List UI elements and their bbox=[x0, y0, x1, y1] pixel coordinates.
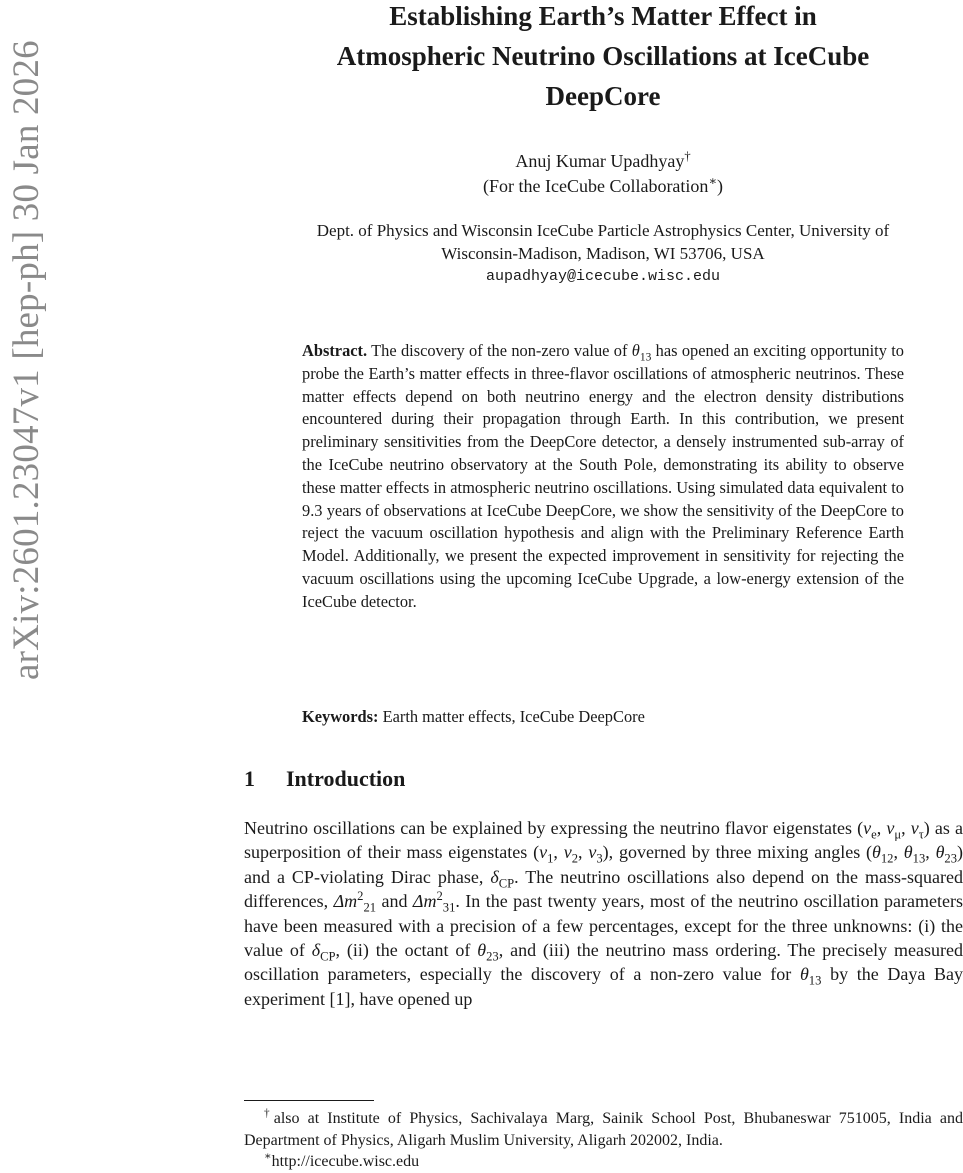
theta-symbol: θ bbox=[631, 341, 640, 360]
delta-symbol: δ bbox=[311, 940, 321, 961]
section-number: 1 bbox=[244, 766, 255, 791]
theta-symbol: θ bbox=[903, 842, 913, 863]
abstract-text: The discovery of the non-zero value of bbox=[371, 341, 628, 360]
title-line: Establishing Earth’s Matter Effect in bbox=[389, 1, 817, 31]
author-email[interactable]: aupadhyay@icecube.wisc.edu bbox=[485, 268, 721, 285]
collaboration-line bbox=[245, 174, 961, 199]
nu-sub: μ bbox=[894, 827, 902, 842]
nu-symbol: ν bbox=[588, 842, 597, 863]
theta-subscript: 13 bbox=[639, 351, 652, 364]
dm-sub: 21 bbox=[363, 900, 377, 915]
theta-sub: 13 bbox=[808, 974, 822, 989]
intro-text: . In the past twenty years, most of the neutrino oscillation parameters have been measured with a precision of a few percentages, except for the three unknowns: (i) the value of bbox=[244, 891, 963, 961]
intro-text: by the Daya Bay experiment [1], have opened up bbox=[244, 964, 963, 1009]
arxiv-identifier-stamp: arXiv:2601.23047v1 [hep-ph] 30 Jan 2026 bbox=[6, 40, 47, 680]
author-block bbox=[245, 149, 961, 199]
nu-sub: 3 bbox=[596, 852, 603, 866]
introduction-paragraph: Neutrino oscillations can be explained by expressing the neutrino flavor eigenstates ($\nu_e$, $\nu_\mu$, $\nu_\tau$) as a superposition of their mass eigenstates ($\nu_1$, $\nu_2$, $\nu_3$), governed by three mixing angles ($\theta_{12}$, $\theta_{13}$, $\theta_{23}$) and a CP-violating Dirac phase, $\delta_{CP}$. The neutrino oscillations also depend on the mass-squared differences, $\Delta m^2_{21}$ and $\Delta m^2_{31}$. In the past twenty years, most of the neutrino oscillation parameters have been measured with a precision of a few percentages, except for the three unknowns: (i) the value of $\delta_{CP}$, (ii) the octant of $\theta_{23}$, and (iii) the neutrino mass ordering. The precisely measured oscillation parameters, especially the discovery of a non-zero value for $\theta_{13}$ by the Daya Bay experiment [1], have opened up bbox=[244, 818, 963, 1009]
nu-symbol: ν bbox=[563, 842, 572, 863]
theta-sub: 23 bbox=[944, 852, 957, 866]
nu-symbol: ν bbox=[910, 818, 919, 838]
footnote-divider bbox=[244, 1100, 374, 1101]
intro-text: ) as a superposition of their mass eigenstates ( bbox=[244, 818, 963, 863]
delta-symbol: δ bbox=[490, 866, 499, 887]
nu-symbol: ν bbox=[863, 818, 872, 838]
affiliation-block bbox=[245, 219, 961, 288]
theta-sub: 12 bbox=[880, 852, 894, 866]
footnote-mark: † bbox=[264, 1107, 274, 1120]
author-footnote-mark: † bbox=[684, 149, 691, 163]
section-title: Introduction bbox=[286, 766, 406, 791]
affiliation-line: Wisconsin-Madison, Madison, WI 53706, USA bbox=[441, 244, 765, 263]
delta-sub: CP bbox=[320, 949, 336, 964]
author-name-line bbox=[245, 149, 961, 174]
section-heading bbox=[244, 764, 405, 794]
dm-symbol: Δm bbox=[412, 891, 437, 912]
abstract bbox=[302, 340, 904, 614]
footnotes bbox=[244, 1108, 963, 1173]
collab-close: ) bbox=[717, 176, 723, 196]
intro-text: ), governed by three mixing angles ( bbox=[602, 842, 873, 863]
nu-sub: 2 bbox=[571, 852, 579, 866]
nu-symbol: ν bbox=[539, 842, 548, 863]
nu-sub: 1 bbox=[547, 852, 554, 866]
theta-sub: 23 bbox=[486, 949, 499, 964]
dm-sup: 2 bbox=[357, 889, 364, 904]
intro-text: Neutrino oscillations can be explained by expressing the neutrino flavor eigenstates ( bbox=[244, 818, 864, 838]
intro-text: . The neutrino oscillations also depend on the mass-squared differences, bbox=[244, 866, 963, 912]
intro-text: , (ii) the octant of bbox=[335, 940, 471, 961]
theta-symbol: θ bbox=[935, 842, 945, 863]
dm-symbol: Δm bbox=[333, 891, 358, 912]
footnote-link[interactable]: http://icecube.wisc.edu bbox=[271, 1153, 420, 1170]
nu-symbol: ν bbox=[886, 818, 895, 838]
theta-symbol: θ bbox=[872, 842, 881, 863]
footnote bbox=[244, 1151, 963, 1173]
theta-symbol: θ bbox=[799, 964, 809, 985]
footnote-text: also at Institute of Physics, Sachivalaya Marg, Sainik School Post, Bhubaneswar 751005, India and Department of Physics, Aligarh Muslim University, Aligarh 202002, India. bbox=[244, 1110, 963, 1149]
intro-text: ) and a CP-violating Dirac phase, bbox=[244, 842, 963, 887]
nu-sub: e bbox=[871, 827, 877, 842]
collaboration: (For the IceCube Collaboration bbox=[482, 176, 709, 196]
intro-text: and bbox=[381, 891, 408, 912]
affiliation-line: Dept. of Physics and Wisconsin IceCube Particle Astrophysics Center, University of bbox=[316, 221, 890, 240]
nu-sub: τ bbox=[918, 827, 924, 842]
author-name: Anuj Kumar Upadhyay bbox=[515, 151, 685, 171]
intro-text: , and (iii) the neutrino mass ordering. The precisely measured oscillation parameters, especially the discovery of a non-zero value for bbox=[244, 940, 963, 985]
footnote-mark: ∗ bbox=[264, 1150, 272, 1163]
collab-footnote-mark: ∗ bbox=[708, 174, 717, 188]
keywords-label: Keywords: bbox=[302, 707, 379, 726]
abstract-text: has opened an exciting opportunity to probe the Earth’s matter effects in three-flavor oscillations of atmospheric neutrinos. These matter effects depend on both neutrino energy and the electron density distributions encountered during their propagation through Earth. In this contribution, we present preliminary sensitivities from the DeepCore detector, a densely instrumented sub-array of the IceCube neutrino observatory at the South Pole, demonstrating its ability to observe these matter effects in atmospheric neutrino oscillations. Using simulated data equivalent to 9.3 years of observations at IceCube DeepCore, we show the sensitivity of the DeepCore to reject the vacuum oscillation hypothesis and align with the Preliminary Reference Earth Model. Additionally, we present the expected improvement in sensitivity for rejecting the vacuum oscillations using the upcoming IceCube Upgrade, a low-energy extension of the IceCube detector. bbox=[302, 341, 904, 611]
keywords-text: Earth matter effects, IceCube DeepCore bbox=[382, 707, 645, 726]
paper-title bbox=[245, 0, 961, 116]
title-line: Atmospheric Neutrino Oscillations at IceCube bbox=[336, 41, 870, 71]
delta-sub: CP bbox=[498, 876, 515, 891]
keywords bbox=[302, 706, 904, 728]
theta-symbol: θ bbox=[477, 940, 487, 961]
abstract-label: Abstract. bbox=[302, 341, 368, 360]
dm-sub: 31 bbox=[442, 900, 456, 915]
dm-sup: 2 bbox=[436, 889, 443, 904]
theta-sub: 13 bbox=[912, 852, 926, 866]
title-line: DeepCore bbox=[545, 81, 661, 111]
